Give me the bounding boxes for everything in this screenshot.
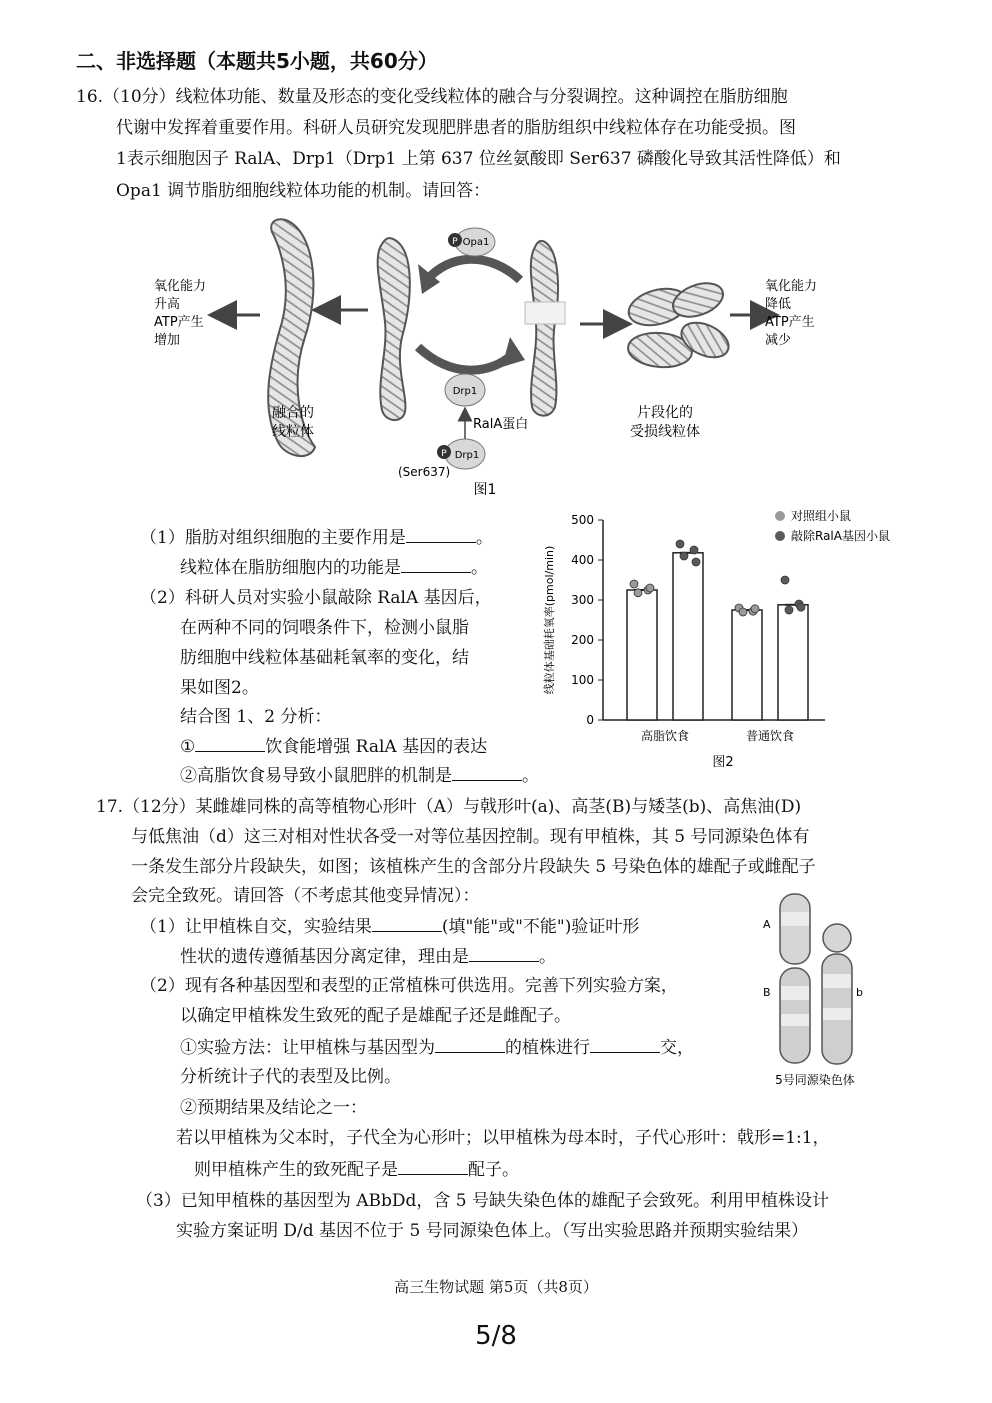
svg-text:氧化能力: 氧化能力 (154, 279, 207, 294)
data-point (739, 608, 747, 616)
data-point (785, 606, 793, 614)
q17-part2-e: ②预期结果及结论之一： (180, 1098, 367, 1118)
q17-part2-b: 以确定甲植株发生致死的配子是雄配子还是雌配子。 (180, 1006, 571, 1026)
dividing-mitochondrion-left (378, 238, 410, 420)
data-point (751, 605, 759, 613)
svg-text:B: B (763, 986, 771, 999)
q16-part2-a: （2）科研人员对实验小鼠敲除 RalA 基因后， (140, 588, 492, 608)
q17-line-2: 与低焦油（d）这三对相对性状各受一对等位基因控制。现有甲植株，其 5 号同源染色体有 (131, 827, 810, 847)
chromosome-upper-arm (780, 894, 810, 964)
answer-blank[interactable] (372, 915, 442, 932)
svg-text:Drp1: Drp1 (452, 386, 478, 397)
svg-text:氧化能力: 氧化能力 (765, 279, 818, 294)
svg-text:升高: 升高 (154, 297, 181, 312)
q16-part1-a: （1）脂肪对组织细胞的主要作用是 。 (140, 528, 493, 548)
q16-part2-d: 果如图2。 (180, 678, 259, 698)
q17-part2-c: ①实验方法：让甲植株与基因型为 的植株进行 交， (180, 1038, 694, 1058)
figure-1-caption: 图1 (473, 482, 497, 497)
answer-blank[interactable] (452, 764, 522, 781)
svg-text:b: b (856, 986, 863, 999)
q16-line-4: Opa1 调节脂肪细胞线粒体功能的机制。请回答： (116, 181, 491, 201)
page-footer: 高三生物试题 第5页（共8页） (394, 1278, 598, 1296)
legend-label: 敲除RalA基因小鼠 (791, 529, 890, 543)
q17-part3-b: 实验方案证明 D/d 基因不位于 5 号同源染色体上。（写出实验思路并预期实验结果） (176, 1221, 809, 1241)
legend-marker (775, 531, 785, 541)
svg-text:A: A (763, 918, 771, 931)
answer-blank[interactable] (398, 1158, 468, 1175)
answer-blank[interactable] (435, 1036, 505, 1053)
bar (673, 553, 703, 720)
data-point (692, 558, 700, 566)
data-point (676, 540, 684, 548)
page-number: 5/8 (475, 1321, 517, 1351)
svg-text:片段化的: 片段化的 (637, 405, 693, 421)
dividing-mitochondrion-right (531, 241, 558, 416)
y-tick-label: 300 (571, 593, 594, 607)
q17-part2-d: 分析统计子代的表型及比例。 (180, 1067, 401, 1087)
data-point (680, 552, 688, 560)
q17-part2-g: 则甲植株产生的致死配子是 配子。 (194, 1160, 519, 1180)
section-title: 二、非选择题（本题共5小题，共60分） (76, 49, 438, 73)
q16-line-2: 代谢中发挥着重要作用。科研人员研究发现肥胖患者的脂肪组织中线粒体存在功能受损。图 (116, 118, 796, 138)
svg-text:受损线粒体: 受损线粒体 (630, 424, 700, 440)
q16-part2-f: ① 饮食能增强 RalA 基因的表达 (180, 737, 488, 757)
answer-blank[interactable] (469, 945, 539, 962)
data-point (646, 584, 654, 592)
svg-text:ATP产生: ATP产生 (765, 315, 815, 330)
bar (732, 610, 762, 720)
data-point (690, 546, 698, 554)
figure-1-diagram (140, 212, 860, 497)
svg-text:RalA蛋白: RalA蛋白 (473, 417, 529, 432)
legend-label: 对照组小鼠 (791, 509, 852, 523)
svg-text:线粒体: 线粒体 (272, 424, 314, 440)
q16-line-3: 1表示细胞因子 RalA、Drp1（Drp1 上第 637 位丝氨酸即 Ser637 磷酸化导致其活性降低）和 (116, 149, 841, 169)
y-tick-label: 400 (571, 553, 594, 567)
q17-line-3: 一条发生部分片段缺失，如图；该植株产生的含部分片段缺失 5 号染色体的雄配子或雌配子 (131, 857, 816, 877)
bar (627, 590, 657, 720)
answer-blank[interactable] (195, 735, 265, 752)
chromosome-diagram (755, 888, 875, 1088)
svg-text:Drp1: Drp1 (454, 450, 480, 461)
svg-text:减少: 减少 (765, 333, 792, 348)
x-tick-label: 高脂饮食 (640, 729, 690, 743)
q16-line-1: 16.（10分）线粒体功能、数量及形态的变化受线粒体的融合与分裂调控。这种调控在脂肪细胞 (76, 87, 788, 107)
q17-line-1: 17.（12分）某雌雄同株的高等植物心形叶（A）与戟形叶(a)、高茎(B)与矮茎(b)、高焦油(D) (96, 797, 802, 817)
q16-part2-c: 肪细胞中线粒体基础耗氧率的变化，结 (180, 648, 469, 668)
svg-text:(Ser637): (Ser637) (398, 465, 451, 479)
data-point (630, 580, 638, 588)
svg-text:Opa1: Opa1 (462, 237, 490, 248)
chromosome-caption: 5号同源染色体 (775, 1073, 855, 1087)
data-point (797, 603, 805, 611)
y-axis-label: 线粒体基础耗氧率(pmol/min) (543, 545, 556, 695)
q16-part2-e: 结合图 1、2 分析： (180, 707, 332, 727)
q16-part2-b: 在两种不同的饲喂条件下，检测小鼠脂 (180, 618, 469, 638)
q17-part1-b: 性状的遗传遵循基因分离定律，理由是 。 (180, 947, 556, 967)
svg-text:ATP产生: ATP产生 (154, 315, 204, 330)
y-tick-label: 200 (571, 633, 594, 647)
y-tick-label: 100 (571, 673, 594, 687)
y-tick-label: 0 (586, 713, 594, 727)
svg-text:融合的: 融合的 (272, 405, 314, 421)
q17-line-4: 会完全致死。请回答（不考虑其他变异情况）： (131, 886, 480, 906)
svg-text:P: P (441, 449, 447, 459)
q16-part1-b: 线粒体在脂肪细胞内的功能是 。 (180, 558, 488, 578)
answer-blank[interactable] (590, 1036, 660, 1053)
figure-2-caption: 图2 (712, 755, 734, 770)
legend-marker (775, 511, 785, 521)
svg-text:降低: 降低 (765, 297, 792, 312)
figure-2-chart (535, 500, 935, 775)
y-tick-label: 500 (571, 513, 594, 527)
deleted-chromosome-head (823, 924, 851, 952)
bar (778, 605, 808, 720)
q17-part1-a: （1）让甲植株自交，实验结果 (填"能"或"不能")验证叶形 (140, 917, 640, 937)
svg-text:P: P (452, 237, 458, 247)
answer-blank[interactable] (406, 526, 476, 543)
answer-blank[interactable] (401, 556, 471, 573)
data-point (634, 589, 642, 597)
svg-text:增加: 增加 (154, 333, 181, 348)
q17-part2-f: 若以甲植株为父本时，子代全为心形叶；以甲植株为母本时，子代心形叶：戟形=1:1， (176, 1128, 830, 1148)
q17-part2-a: （2）现有各种基因型和表型的正常植株可供选用。完善下列实验方案， (140, 976, 678, 996)
data-point (781, 576, 789, 584)
x-tick-label: 普通饮食 (745, 729, 795, 743)
q17-part3-a: （3）已知甲植株的基因型为 ABbDd，含 5 号缺失染色体的雄配子会致死。利用甲植株设计 (136, 1191, 830, 1211)
q16-part2-g: ②高脂饮食易导致小鼠肥胖的机制是 。 (180, 766, 539, 786)
